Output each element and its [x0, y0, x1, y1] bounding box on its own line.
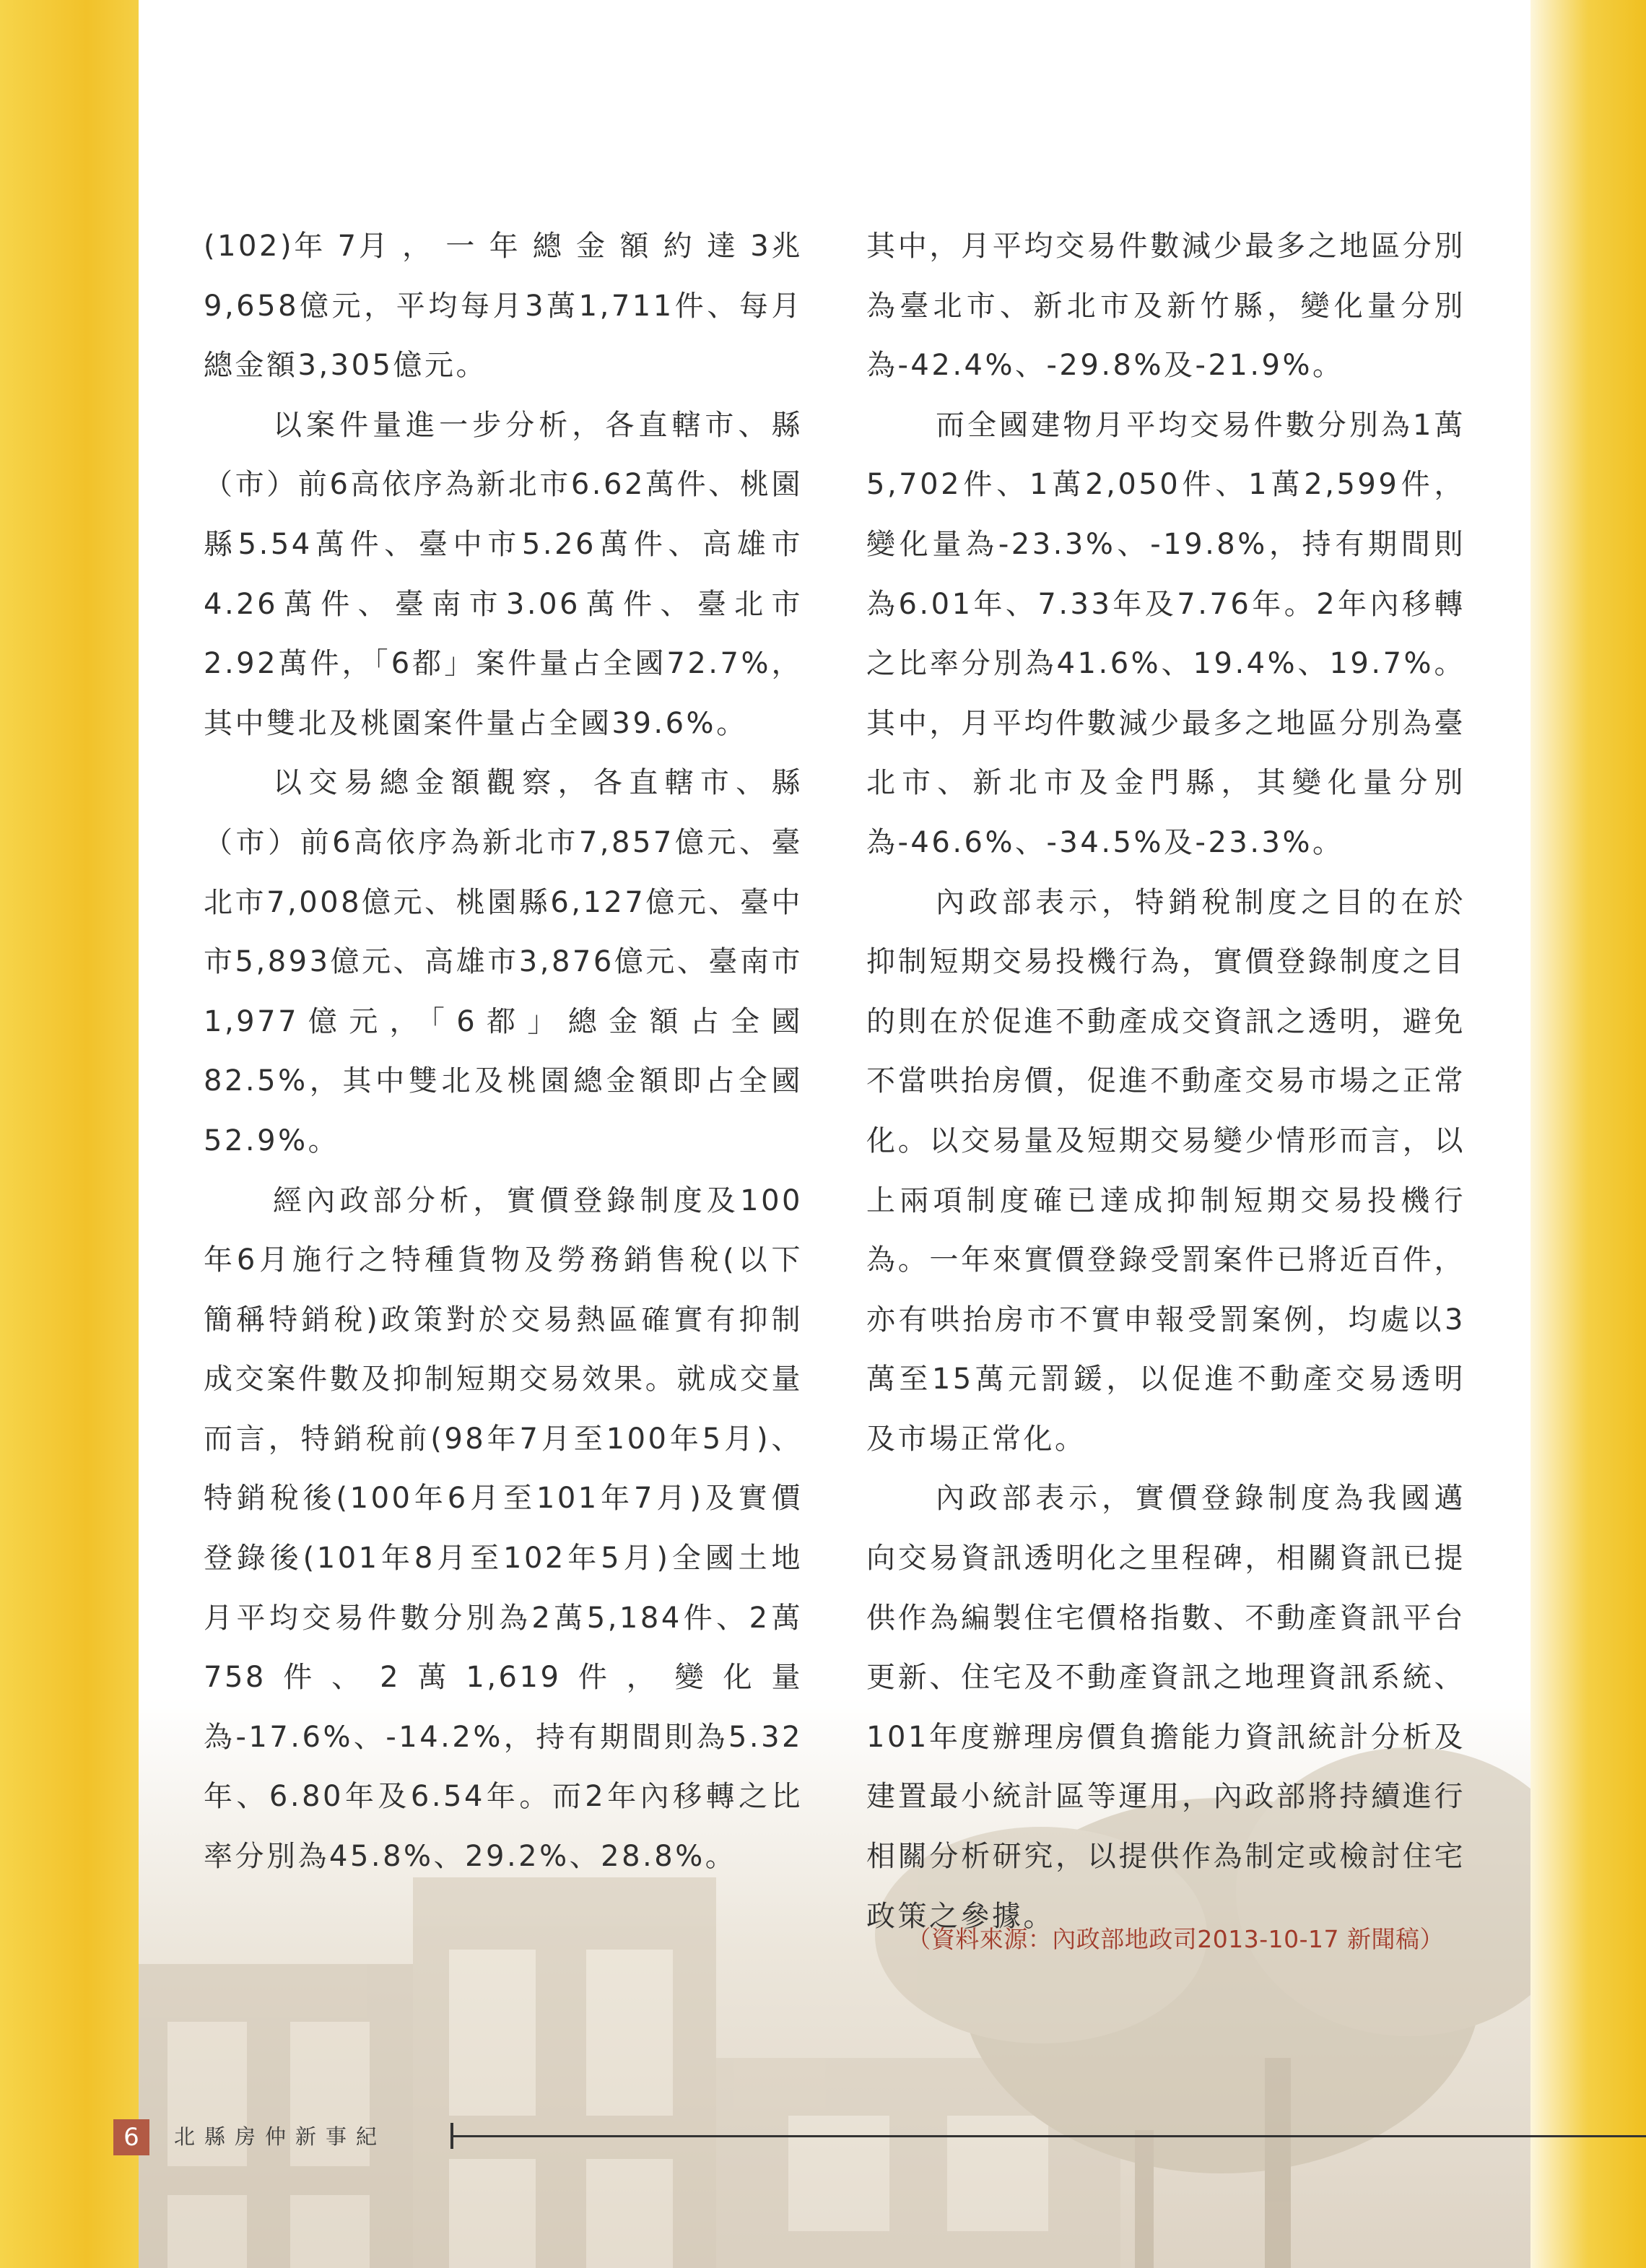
right-paragraph-4: 內政部表示，實價登錄制度為我國邁向交易資訊透明化之里程碑，相關資訊已提供作為編製住宅價格指數、不動產資訊平台更新、住宅及不動產資訊之地理資訊系統、101年度辦理房價負擔能力資訊統計分析及建置最小統計區等運用，內政部將持續進行相關分析研究，以提供作為制定或檢討住宅政策之參據。	[866, 1482, 1466, 1933]
magazine-title: 北縣房仲新事紀	[174, 2124, 387, 2149]
right-text-column	[866, 217, 1466, 1946]
left-paragraph-4: 經內政部分析，實價登錄制度及100年6月施行之特種貨物及勞務銷售稅(以下簡稱特銷稅)政策對於交易熱區確實有抑制成交案件數及抑制短期交易效果。就成交量而言，特銷稅前(98年7月至100年5月)、特銷稅後(100年6月至101年7月)及實價登錄後(101年8月至102年5月)全國土地月平均交易件數分別為2萬5,184件、2萬758件、2萬1,619件，變化量為-17.6%、-14.2%，持有期間則為5.32年、6.80年及6.54年。而2年內移轉之比率分別為45.8%、29.2%、28.8%。	[204, 1183, 803, 1874]
right-paragraph-3: 內政部表示，特銷稅制度之目的在於抑制短期交易投機行為，實價登錄制度之目的則在於促進不動產成交資訊之透明，避免不當哄抬房價，促進不動產交易市場之正常化。以交易量及短期交易變少情形而言，以上兩項制度確已達成抑制短期交易投機行為。一年來實價登錄受罰案件已將近百件，亦有哄抬房市不實申報受罰案例，均處以3萬至15萬元罰鍰，以促進不動產交易透明及市場正常化。	[866, 885, 1466, 1456]
right-paragraph-1: 其中，月平均交易件數減少最多之地區分別為臺北市、新北市及新竹縣，變化量分別為-42.4%、-29.8%及-21.9%。	[866, 230, 1466, 383]
page-footer	[113, 2119, 1646, 2155]
left-paragraph-2: 以案件量進一步分析，各直轄市、縣（市）前6高依序為新北市6.62萬件、桃園縣5.54萬件、臺中市5.26萬件、高雄市4.26萬件、臺南市3.06萬件、臺北市2.92萬件，「6都」案件量占全國72.7%，其中雙北及桃園案件量占全國39.6%。	[204, 408, 803, 740]
right-decorative-strip	[1530, 0, 1646, 2268]
page-number: 6	[113, 2119, 149, 2155]
source-citation: （資料來源：內政部地政司2013-10-17 新聞稿）	[907, 1925, 1444, 1953]
left-paragraph-3: 以交易總金額觀察，各直轄市、縣（市）前6高依序為新北市7,857億元、臺北市7,008億元、桃園縣6,127億元、臺中市5,893億元、高雄市3,876億元、臺南市1,977億元，「6都」總金額占全國82.5%，其中雙北及桃園總金額即占全國52.9%。	[204, 766, 803, 1157]
right-paragraph-2: 而全國建物月平均交易件數分別為1萬5,702件、1萬2,050件、1萬2,599件，變化量為-23.3%、-19.8%，持有期間則為6.01年、7.33年及7.76年。2年內移轉之比率分別為41.6%、19.4%、19.7%。其中，月平均件數減少最多之地區分別為臺北市、新北市及金門縣，其變化量分別為-46.6%、-34.5%及-23.3%。	[866, 408, 1466, 859]
footer-rule-line	[450, 2135, 1646, 2137]
left-text-column	[204, 217, 803, 1887]
left-paragraph-1: (102)年 7月 ， 一 年 總 金 額 約 達 3兆9,658億元，平均每月3萬1,711件、每月總金額3,305億元。	[204, 230, 803, 383]
